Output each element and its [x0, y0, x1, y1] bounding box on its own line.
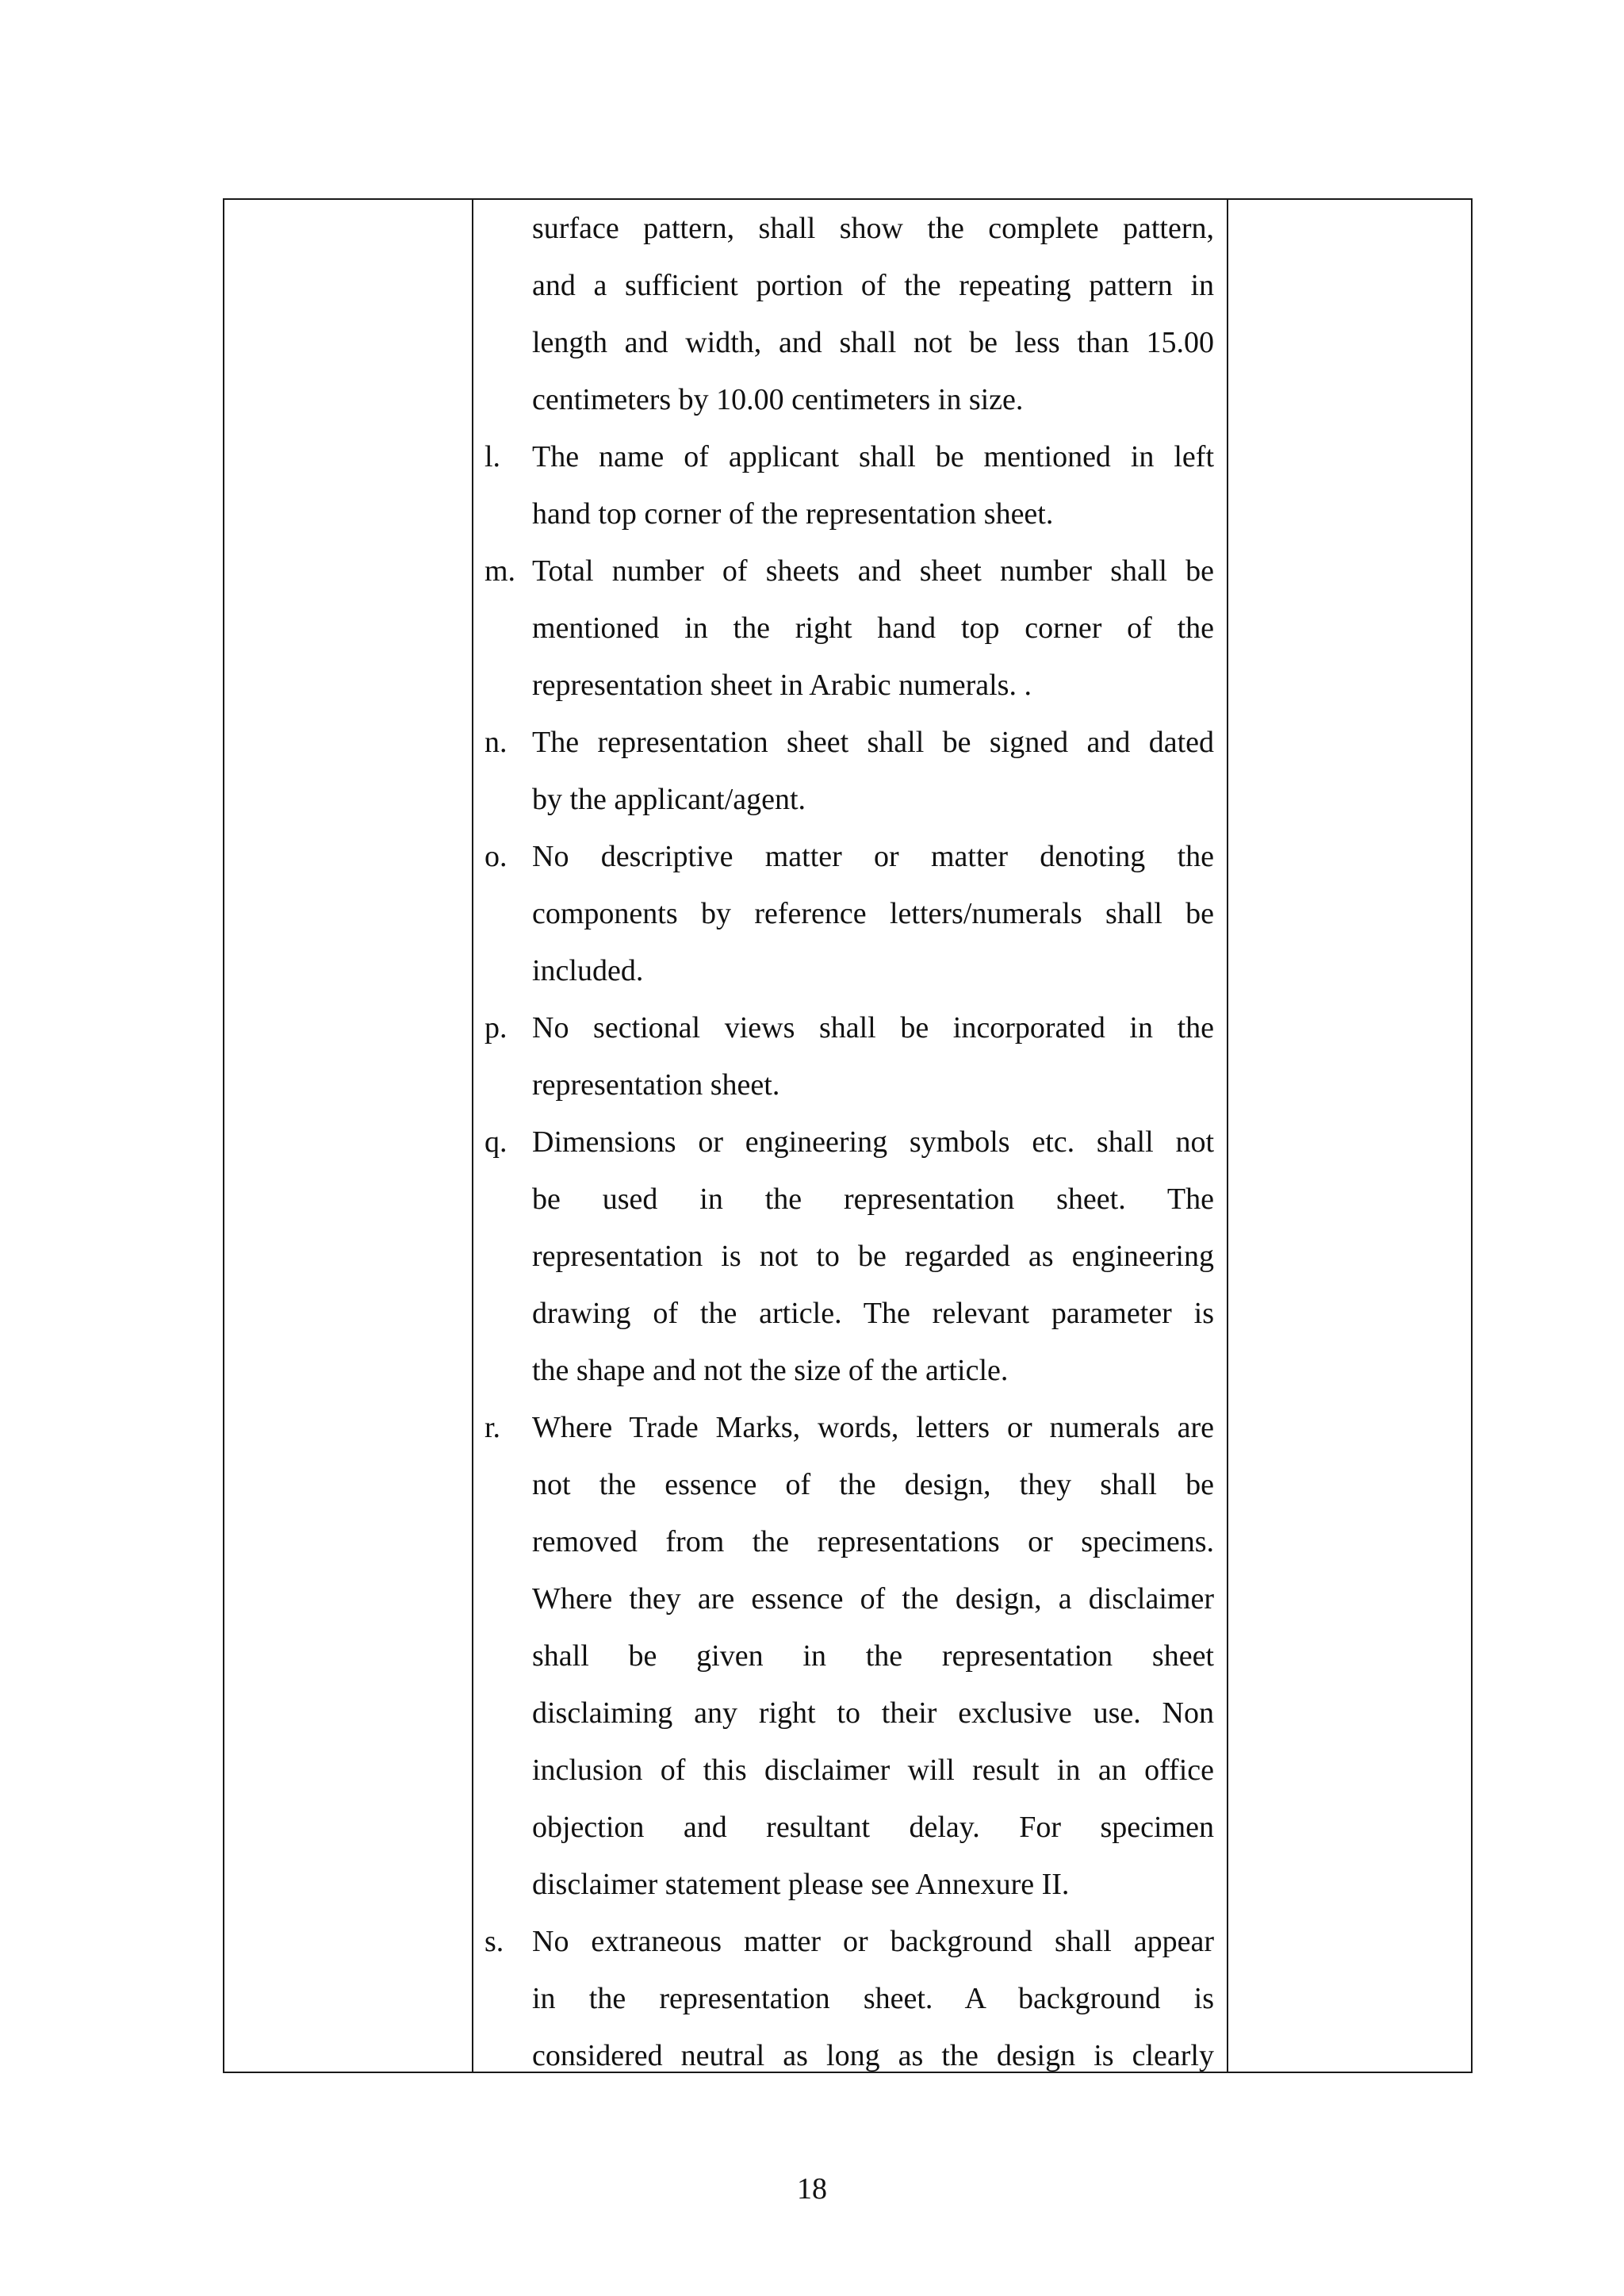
list-item-label: q. — [485, 1125, 508, 1159]
list-item-text-line: centimeters by 10.00 centimeters in size. — [532, 383, 1024, 416]
list-item-text-line: disclaimer statement please see Annexure II. — [532, 1868, 1070, 1901]
list-item-text-line: Total number of sheets and sheet number shall be — [532, 554, 1214, 588]
list-item-label: m. — [485, 554, 516, 588]
list-item-text-line: No descriptive matter or matter denoting the — [532, 840, 1214, 873]
list-item-text-line: and a sufficient portion of the repeating pattern in — [532, 269, 1214, 302]
list-item-text-line: in the representation sheet. A background is — [532, 1982, 1214, 2015]
list-item-text-line: Where they are essence of the design, a disclaimer — [532, 1582, 1214, 1616]
list-item-text-line: drawing of the article. The relevant parameter is — [532, 1297, 1214, 1330]
list-item-text-line: considered neutral as long as the design is clearly — [532, 2039, 1214, 2072]
list-item-text-line: Dimensions or engineering symbols etc. shall not — [532, 1125, 1214, 1159]
page-number: 18 — [797, 2172, 827, 2206]
list-item-label: r. — [485, 1411, 501, 1444]
list-item-text-line: No sectional views shall be incorporated in the — [532, 1011, 1214, 1045]
list-item-text-line: shall be given in the representation sheet — [532, 1639, 1214, 1673]
list-item-text-line: The name of applicant shall be mentioned in left — [532, 440, 1214, 473]
list-item-label: o. — [485, 840, 508, 873]
requirements-table — [223, 198, 1473, 2073]
list-item-text-line: included. — [532, 954, 644, 987]
list-item-text-line: Where Trade Marks, words, letters or numerals are — [532, 1411, 1214, 1444]
list-item-text-line: objection and resultant delay. For specimen — [532, 1811, 1214, 1844]
list-item-text-line: mentioned in the right hand top corner of the — [532, 611, 1214, 645]
table-cell-right-empty — [1228, 200, 1473, 2072]
list-item-text-line: surface pattern, shall show the complete pattern, — [532, 212, 1214, 245]
table-cell-left-empty — [224, 200, 472, 2072]
list-item-text-line: be used in the representation sheet. The — [532, 1182, 1214, 1216]
list-item-text-line: representation sheet in Arabic numerals. . — [532, 669, 1032, 702]
list-item-text-line: by the applicant/agent. — [532, 783, 806, 816]
list-item-text-line: The representation sheet shall be signed and dated — [532, 726, 1214, 759]
list-item-text-line: disclaiming any right to their exclusive use. Non — [532, 1696, 1214, 1730]
list-item-text-line: length and width, and shall not be less than 15.00 — [532, 326, 1214, 359]
list-item-text-line: inclusion of this disclaimer will result in an office — [532, 1754, 1214, 1787]
list-item-text-line: not the essence of the design, they shall be — [532, 1468, 1214, 1501]
list-item-text-line: representation is not to be regarded as engineering — [532, 1240, 1214, 1273]
list-item-text-line: removed from the representations or specimens. — [532, 1525, 1214, 1558]
column-divider-left — [472, 200, 473, 2072]
list-item-text-line: components by reference letters/numerals shall be — [532, 897, 1214, 930]
list-item-label: p. — [485, 1011, 508, 1045]
list-item-text-line: the shape and not the size of the article. — [532, 1354, 1009, 1387]
list-item-label: s. — [485, 1925, 504, 1958]
list-item-text-line: hand top corner of the representation sheet. — [532, 497, 1054, 531]
table-cell-requirements — [485, 200, 1214, 2072]
list-item-text-line: No extraneous matter or background shall appear — [532, 1925, 1214, 1958]
list-item-label: n. — [485, 726, 508, 759]
list-item-text-line: representation sheet. — [532, 1068, 780, 1102]
list-item-label: l. — [485, 440, 501, 473]
